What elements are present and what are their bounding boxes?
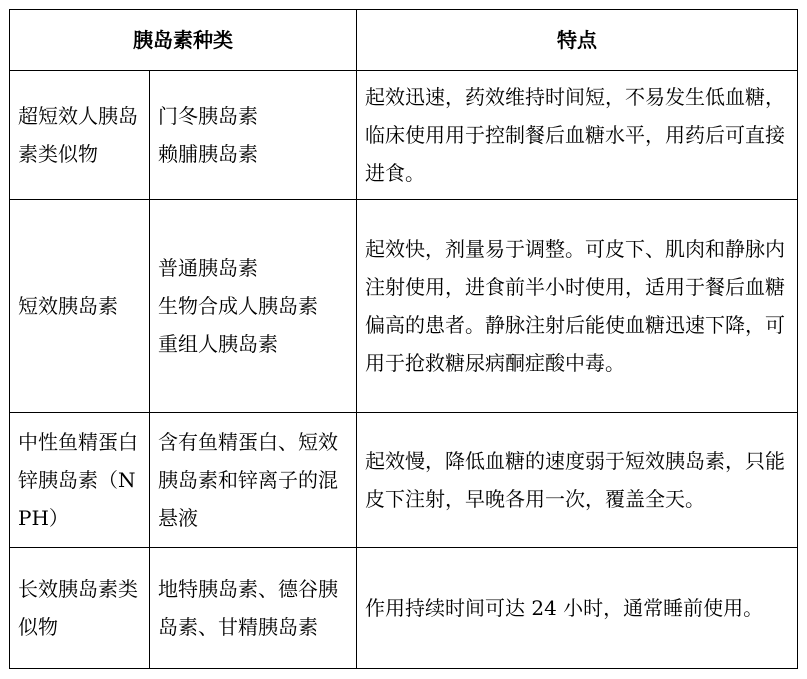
insulin-types-table [9, 9, 798, 669]
example-item: 普通胰岛素 [158, 256, 258, 280]
example-item: 生物合成人胰岛素 [158, 294, 318, 318]
row-features: 作用持续时间可达 24 小时，通常睡前使用。 [357, 548, 798, 669]
table-row [10, 71, 798, 200]
example-item: 重组人胰岛素 [158, 332, 278, 356]
row-features: 起效快，剂量易于调整。可皮下、肌肉和静脉内注射使用，进食前半小时使用，适用于餐后血糖偏高的患者。静脉注射后能使血糖迅速下降，可用于抢救糖尿病酮症酸中毒。 [357, 200, 798, 413]
row-examples: 含有鱼精蛋白、短效胰岛素和锌离子的混悬液 [150, 413, 357, 548]
row-examples [150, 71, 357, 200]
row-examples: 地特胰岛素、德谷胰岛素、甘精胰岛素 [150, 548, 357, 669]
row-category: 中性鱼精蛋白锌胰岛素（NPH） [10, 413, 150, 548]
example-item: 门冬胰岛素 [158, 104, 258, 128]
row-category: 长效胰岛素类似物 [10, 548, 150, 669]
table-header-row [10, 10, 798, 71]
table-row [10, 548, 798, 669]
row-category: 超短效人胰岛素类似物 [10, 71, 150, 200]
header-features: 特点 [357, 10, 798, 71]
example-item: 赖脯胰岛素 [158, 142, 258, 166]
row-features: 起效慢，降低血糖的速度弱于短效胰岛素，只能皮下注射，早晚各用一次，覆盖全天。 [357, 413, 798, 548]
table-row [10, 200, 798, 413]
row-features: 起效迅速，药效维持时间短，不易发生低血糖，临床使用用于控制餐后血糖水平，用药后可直接进食。 [357, 71, 798, 200]
row-category: 短效胰岛素 [10, 200, 150, 413]
row-examples [150, 200, 357, 413]
table-row [10, 413, 798, 548]
header-insulin-type: 胰岛素种类 [10, 10, 357, 71]
